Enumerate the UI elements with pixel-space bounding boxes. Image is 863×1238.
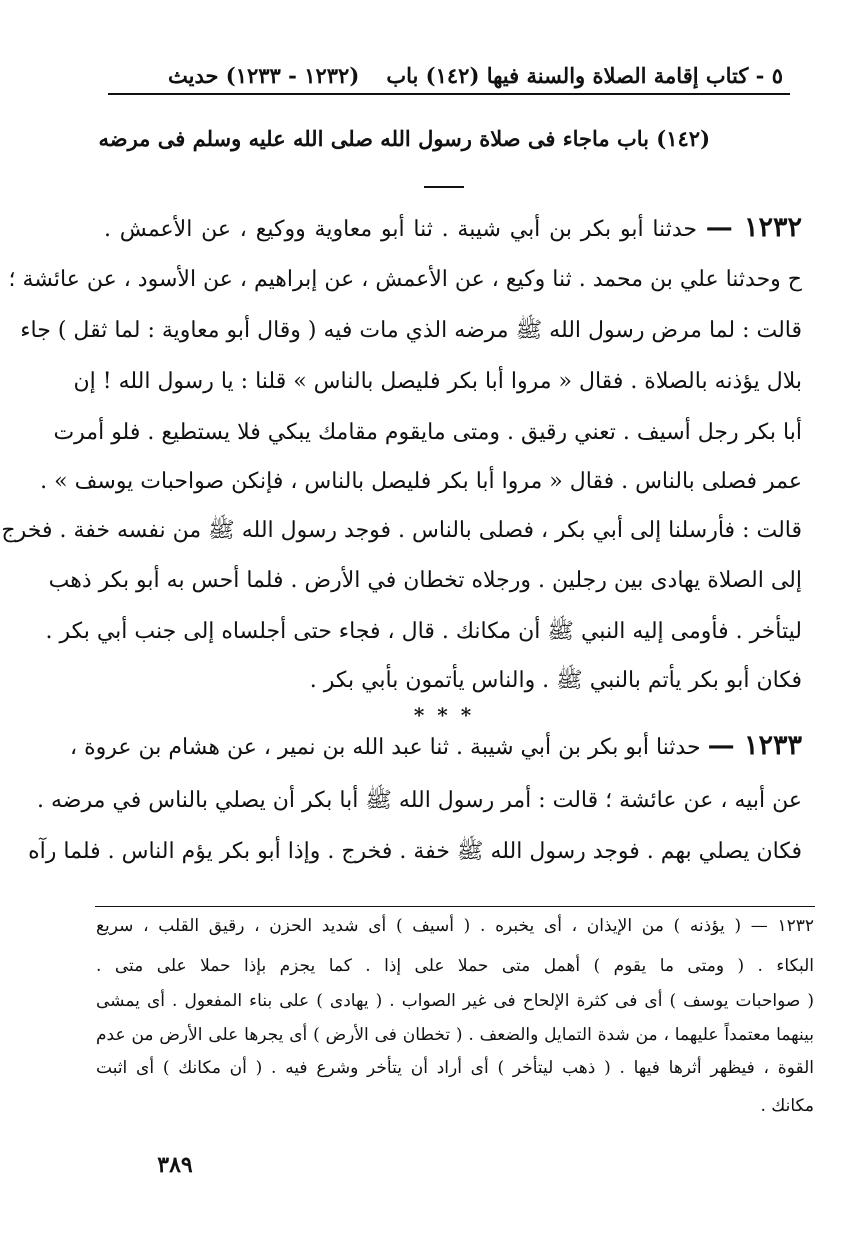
hadith-1232-line-6: عمر فصلى بالناس . فقال « مروا أبا بكر فليصل بالناس ، فإنكن صواحبات يوسف » . xyxy=(40,469,802,494)
hadith-text: حدثنا أبو بكر بن أبي شيبة . ثنا عبد الله بن نمير ، عن هشام بن عروة ، xyxy=(70,735,701,760)
hadith-1232-line-9: ليتأخر . فأومى إليه النبي ﷺ أن مكانك . قال ، فجاء حتى أجلساه إلى جنب أبي بكر . xyxy=(45,619,802,644)
page-number: ٣٨٩ xyxy=(157,1152,193,1178)
hadith-1232-line-8: إلى الصلاة يهادى بين رجلين . ورجلاه تخطان في الأرض . فلما أحس به أبو بكر ذهب xyxy=(48,568,802,593)
hadith-1232-line-1 xyxy=(104,210,802,246)
footnote-line-6: مكانك . xyxy=(760,1096,814,1116)
hadith-1232-line-10: فكان أبو بكر يأتم بالنبي ﷺ . والناس يأتمون بأبي بكر . xyxy=(309,668,802,693)
chapter-title: (١٤٢) باب ماجاء فى صلاة رسول الله صلى الله عليه وسلم فى مرضه xyxy=(98,126,710,151)
hadith-1233-line-2: عن أبيه ، عن عائشة ؛ قالت : أمر رسول الله ﷺ أبا بكر أن يصلي بالناس في مرضه . xyxy=(36,788,802,813)
section-separator: * * * xyxy=(413,703,475,727)
hadith-1232-line-7: قالت : فأرسلنا إلى أبي بكر ، فصلى بالناس . فوجد رسول الله ﷺ من نفسه خفة . فخرج xyxy=(1,518,802,543)
running-header xyxy=(168,58,783,92)
hadith-1233-line-1 xyxy=(70,728,802,764)
footnote-line-1: ١٢٣٢ — ( يؤذنه ) من الإيذان ، أى يخبره . ( أسيف ) أى شديد الحزن ، رقيق القلب ، سريع xyxy=(96,916,814,936)
footnote-line-2: البكاء . ( ومتى ما يقوم ) أهمل متى حملا على إذا . كما يجزم بإذا حملا على متى . xyxy=(96,956,814,976)
title-rule xyxy=(424,186,464,188)
hadith-1233-line-3: فكان يصلي بهم . فوجد رسول الله ﷺ خفة . فخرج . وإذا أبو بكر يؤم الناس . فلما رآه xyxy=(28,839,802,864)
footnote-line-4: بينهما معتمداً عليهما ، من شدة التمايل والضعف . ( تخطان فى الأرض ) أى يجرها على الأرض من عدم xyxy=(96,1025,814,1045)
running-header-chapter: ٥ - كتاب إقامة الصلاة والسنة فيها (١٤٢) باب xyxy=(386,62,783,88)
hadith-1232-line-5: أبا بكر رجل أسيف . تعني رقيق . ومتى مايقوم مقامك يبكي فلا يستطيع . فلو أمرت xyxy=(53,420,802,445)
hadith-number: ١٢٣٣ — xyxy=(707,730,802,761)
header-rule xyxy=(108,93,790,95)
hadith-number: ١٢٣٢ — xyxy=(705,212,802,243)
hadith-1232-line-3: قالت : لما مرض رسول الله ﷺ مرضه الذي مات فيه ( وقال أبو معاوية : لما ثقل ) جاء xyxy=(20,318,802,343)
hadith-text: حدثنا أبو بكر بن أبي شيبة . ثنا أبو معاوية ووكيع ، عن الأعمش . xyxy=(104,217,697,242)
running-header-hadith-range: (١٢٣٢ - ١٢٣٣) حديث xyxy=(168,62,360,88)
footnote-rule xyxy=(95,906,815,907)
footnote-line-3: ( صواحبات يوسف ) أى فى كثرة الإلحاح فى غير الصواب . ( يهادى ) على بناء المفعول . أى يمشى xyxy=(96,991,814,1011)
hadith-1232-line-4: بلال يؤذنه بالصلاة . فقال « مروا أبا بكر فليصل بالناس » قلنا : يا رسول الله ! إن xyxy=(73,369,802,394)
footnote-line-5: القوة ، فيظهر أثرها فيها . ( ذهب ليتأخر ) أى أراد أن يتأخر وشرع فيه . ( أن مكانك ) أى اثبت xyxy=(96,1058,814,1078)
hadith-1232-line-2: ح وحدثنا علي بن محمد . ثنا وكيع ، عن الأعمش ، عن إبراهيم ، عن الأسود ، عن عائشة ؛ xyxy=(8,267,802,292)
